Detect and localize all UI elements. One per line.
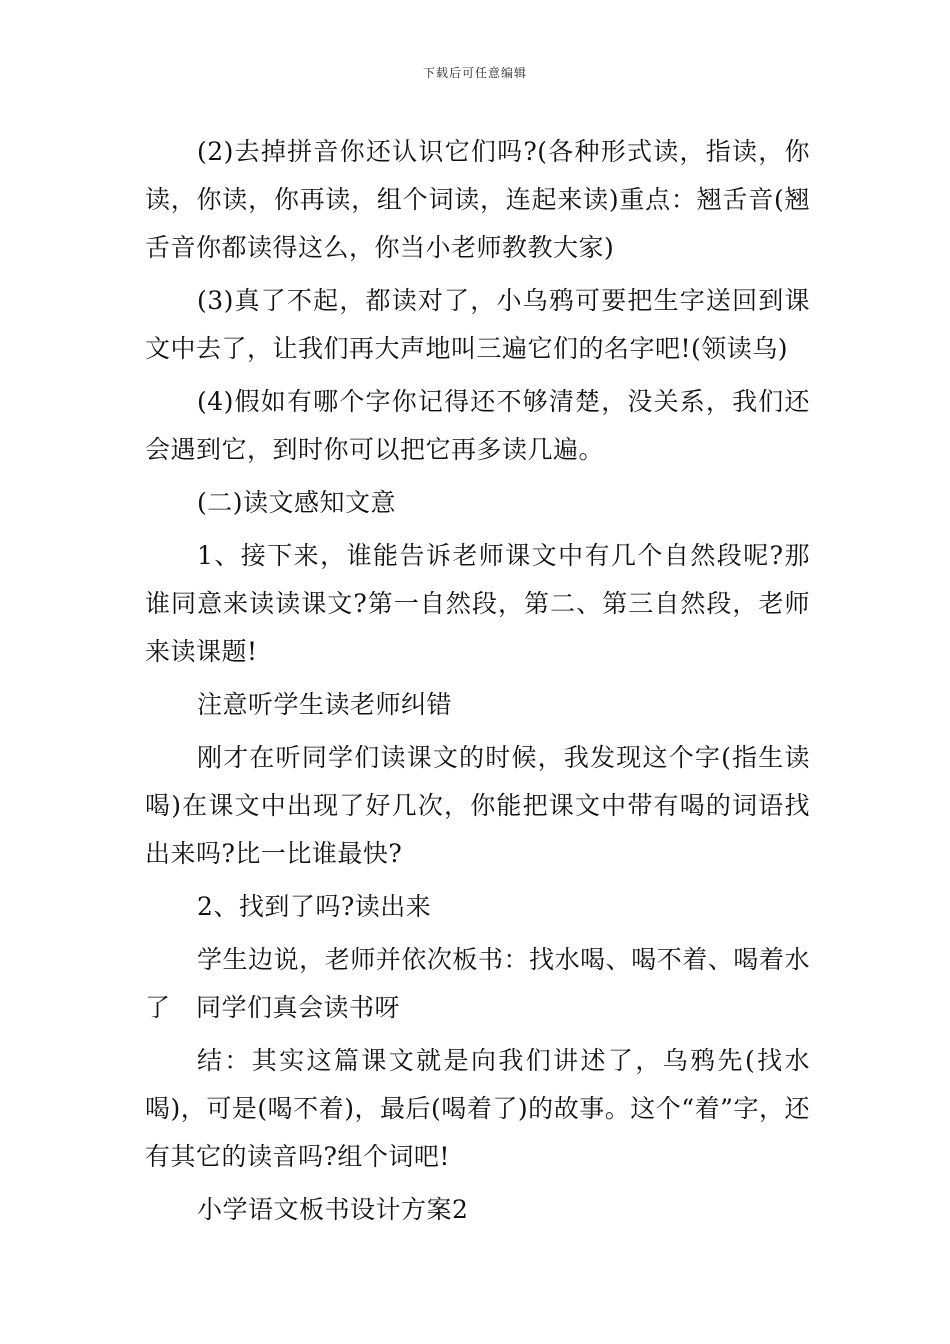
paragraph: 注意听学生读老师纠错	[197, 690, 453, 719]
section-title: 小学语文板书设计方案2	[197, 1195, 469, 1224]
paragraph: (2)去掉拼音你还认识它们吗?(各种形式读，指读，你读，你读，你再读，组个词读，连起来读)重点：翘舌音(翘舌音你都读得这么，你当小老师教教大家)	[145, 137, 810, 262]
paragraph: (3)真了不起，都读对了，小乌鸦可要把生字送回到课文中去了，让我们再大声地叫三遍它们的名字吧!(领读乌)	[145, 286, 810, 363]
document-body	[145, 128, 810, 1234]
paragraph: 1、接下来，谁能告诉老师课文中有几个自然段呢?那谁同意来读读课文?第一自然段，第二、第三自然段，老师来读课题!	[145, 541, 810, 666]
paragraph: 结：其实这篇课文就是向我们讲述了，乌鸦先(找水喝)，可是(喝不着)，最后(喝着了)的故事。这个“着”字，还有其它的读音吗?组个词吧!	[145, 1046, 810, 1171]
paragraph: 刚才在听同学们读课文的时候，我发现这个字(指生读喝)在课文中出现了好几次，你能把课文中带有喝的词语找出来吗?比一比谁最快?	[145, 743, 810, 868]
section-heading: (二)读文感知文意	[197, 488, 397, 517]
paragraph: 2、找到了吗?读出来	[197, 892, 432, 921]
page-header: 下载后可任意编辑	[422, 66, 527, 80]
paragraph: (4)假如有哪个字你记得还不够清楚，没关系，我们还会遇到它，到时你可以把它再多读几遍。	[145, 387, 810, 464]
paragraph: 学生边说，老师并依次板书：找水喝、喝不着、喝着水了 同学们真会读书呀	[145, 945, 810, 1022]
